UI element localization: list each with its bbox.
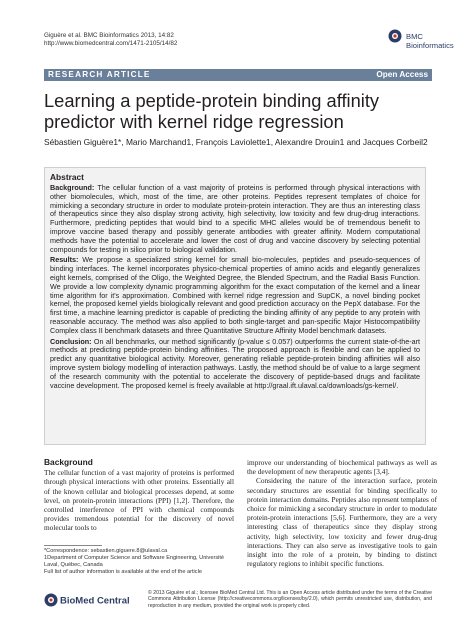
results-label: Results: — [50, 255, 79, 265]
body-column-left — [44, 458, 234, 533]
journal-name-line1: BMC — [406, 32, 423, 41]
publisher-name: BioMed Central — [60, 595, 130, 607]
citation: Giguère et al. BMC Bioinformatics 2013, 14:82 — [44, 32, 174, 39]
abstract-box — [44, 167, 426, 445]
publisher-logo[interactable] — [44, 592, 144, 608]
conclusion-label: Conclusion: — [50, 336, 92, 346]
open-access-label: Open Access — [376, 70, 428, 79]
correspondence-note: *Correspondence: sebastien.giguere.8@ulaval.ca — [44, 548, 168, 554]
biomed-central-logo-icon — [44, 592, 144, 608]
article-type-band — [44, 69, 432, 81]
affiliation-note: 1Department of Computer Science and Software Engineering, Université Laval, Québec, Canada — [44, 555, 225, 568]
license-statement: © 2013 Giguère et al.; licensee BioMed Central Ltd. This is an Open Access article distributed under the terms of the Creative Commons Attribution License (http://creativecommons.org/licenses/by/2.0), which permits unrestricted use, distribution, and reproduction in any medium, provided the original work is properly cited. — [148, 590, 432, 609]
body-column-right — [247, 458, 437, 568]
background-label: Background: — [50, 183, 95, 192]
section-heading-background: Background — [44, 457, 93, 467]
body-paragraph-2: Considering the nature of the interaction surface, protein secondary structures are essential for binding specifically to protein interaction domains. Peptides also represent templates of choice for mimicking a secondary structure in order to modulate protein-protein interactions [5,6]. Furthermore, they are a very interesting class of therapeutics since they display strong activity, high selectivity, low toxicity and fewer drug-drug interactions. They can also serve as investigative tools to gain insight into the role of a protein, by binding to distinct regulatory regions to inhibit specific functions. — [247, 476, 437, 569]
abstract-background — [50, 184, 420, 254]
author-info-note: Full list of author information is available at the end of the article — [44, 569, 202, 575]
abstract-conclusion — [50, 338, 420, 391]
body-paragraph-1-continued: improve our understanding of biochemical pathways as well as the development of new therapeutic agents [3,4]. — [247, 458, 437, 477]
journal-name-line2: Bioinformatics — [406, 41, 454, 50]
article-url-link[interactable]: http://www.biomedcentral.com/1471-2105/14/82 — [44, 40, 178, 47]
background-text: The cellular function of a vast majority of proteins is performed through physical interactions with other biomolecules, which, most of the time, are other proteins. Peptides represent templates of choice for mimicking a secondary structure in order to modulate protein-protein interaction. They are thus an interesting class of therapeutics since they also display strong activity, high selectivity, low toxicity and few drug-drug interactions. Furthermore, predicting peptides that would bind to a specific MHC alleles would be of tremendous benefit to improve vaccine based therapy and possibly generate antibodies with greater affinity. Modern computational methods have the potential to accelerate and lower the cost of drug and vaccine discovery by selecting potential compounds for testing in silico prior to biological validation. — [50, 183, 420, 254]
author-list: Sébastien Giguère1*, Mario Marchand1, François Laviolette1, Alexandre Drouin1 and Jacques Corbeil2 — [44, 137, 428, 147]
results-text: We propose a specialized string kernel for small bio-molecules, peptides and pseudo-sequences of binding interfaces. The kernel incorporates physico-chemical properties of amino acids and elegantly generalizes eight kernels, comprised of the Oligo, the Weighted Degree, the Blended Spectrum, and the Radial Basis Function. We provide a low complexity dynamic programming algorithm for the exact computation of the kernel and a linear time algorithm for it's approximation. Combined with kernel ridge regression and SupCK, a novel binding pocket kernel, the proposed kernel yields biologically relevant and good prediction accuracy on the PepX database. For the first time, a machine learning predictor is capable of predicting the binding affinity of any peptide to any protein with reasonable accuracy. The method was also applied to both single-target and pan-specific Major Histocompatibility Complex class II benchmark datasets and three Quantitative Structure Affinity Model benchmark datasets. — [50, 255, 420, 335]
abstract-heading: Abstract — [50, 172, 84, 182]
body-paragraph-1: The cellular function of a vast majority of proteins is performed through physical interactions with other proteins. Essentially all of the known cellular and biological processes depend, at some level, on protein-protein interactions (PPI) [1,2]. Therefore, the controlled interference of PPI with chemical compounds provides tremendous potential for the discovery of novel molecular tools to — [44, 468, 234, 533]
article-title: Learning a peptide-protein binding affinity predictor with kernel ridge regression — [44, 90, 380, 132]
bmc-logo-icon — [388, 29, 402, 43]
journal-logo[interactable] — [388, 27, 454, 59]
running-header — [44, 32, 177, 48]
journal-name — [406, 32, 454, 50]
footnotes — [44, 548, 234, 576]
abstract-results — [50, 256, 420, 335]
conclusion-text: On all benchmarks, our method significantly (p-value ≤ 0.057) outperforms the current state-of-the-art methods at predicting peptide-protein binding affinities. The proposed approach is flexible and can be applied to predict any quantitative biological activity. Moreover, generating reliable peptide-protein binding affinities will also improve system biology modelling of interaction pathways. Lastly, the method should be of value to a large segment of the research community with the potential to accelerate the discovery of peptide-based drugs and facilitate vaccine development. The proposed kernel is freely available at http://graal.ift.ulaval.ca/downloads/gs-kernel/. — [50, 336, 421, 390]
footnote-divider — [44, 545, 102, 546]
article-type-label: RESEARCH ARTICLE — [48, 70, 151, 79]
